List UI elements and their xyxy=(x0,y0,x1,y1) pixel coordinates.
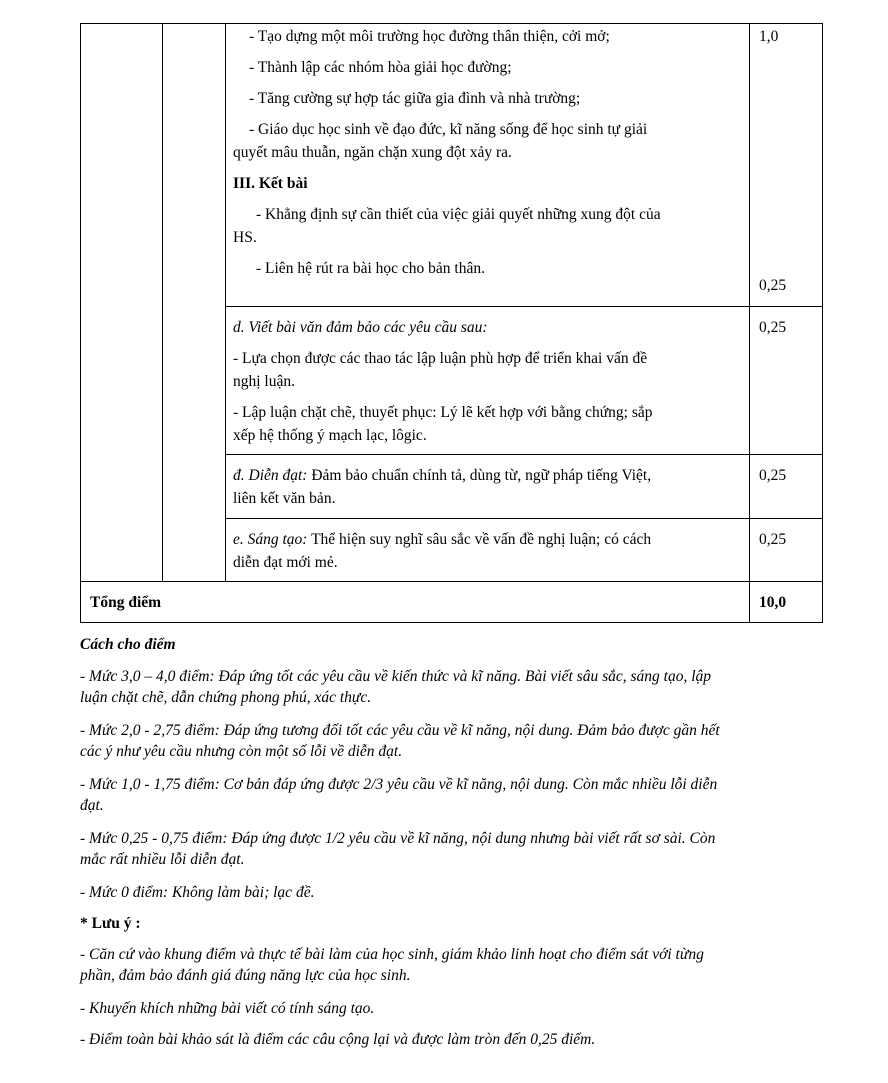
table-rule xyxy=(225,518,823,519)
note-line: phần, đảm bảo đánh giá đúng năng lực của học sinh. xyxy=(80,967,411,984)
criterion-line xyxy=(233,529,651,550)
total-label: Tổng điểm xyxy=(90,594,162,611)
score-cell: 0,25 xyxy=(759,277,787,294)
table-border-top xyxy=(80,23,823,24)
score-cell: 0,25 xyxy=(759,531,787,548)
criterion-label: đ. Diễn đạt: xyxy=(233,467,308,484)
content-line: - Thành lập các nhóm hòa giải học đường; xyxy=(249,59,512,76)
table-rule xyxy=(749,23,750,623)
content-line: liên kết văn bản. xyxy=(233,490,336,507)
table-rule xyxy=(162,23,163,581)
content-line: - Lựa chọn được các thao tác lập luận phù hợp để triển khai vấn đề xyxy=(233,350,648,367)
table-border-left xyxy=(80,23,81,623)
note-line: - Căn cứ vào khung điểm và thực tế bài làm của học sinh, giám khảo linh hoạt cho điểm sát với từng xyxy=(80,946,704,963)
table-rule xyxy=(225,23,226,581)
criterion-text: Thể hiện suy nghĩ sâu sắc về vấn đề nghị luận; có cách xyxy=(307,531,652,548)
note-line: mắc rất nhiều lỗi diễn đạt. xyxy=(80,851,245,868)
content-line: - Tăng cường sự hợp tác giữa gia đình và nhà trường; xyxy=(249,90,581,107)
score-cell: 0,25 xyxy=(759,319,787,336)
content-line: - Khẳng định sự cần thiết của việc giải quyết những xung đột của xyxy=(256,206,661,223)
note-line: - Mức 1,0 - 1,75 điểm: Cơ bản đáp ứng được 2/3 yêu cầu về kĩ năng, nội dung. Còn mắc nhiều lỗi diễn xyxy=(80,776,718,793)
table-rule xyxy=(225,454,823,455)
content-line: - Tạo dựng một môi trường học đường thân thiện, cởi mở; xyxy=(249,28,610,45)
criterion-text: Đảm bảo chuẩn chính tả, dùng từ, ngữ pháp tiếng Việt, xyxy=(307,467,652,484)
note-line: luận chặt chẽ, dẫn chứng phong phú, xác thực. xyxy=(80,689,372,706)
content-line: HS. xyxy=(233,229,257,246)
table-border-right xyxy=(822,23,823,623)
total-score: 10,0 xyxy=(759,594,787,611)
criterion-title: d. Viết bài văn đảm bảo các yêu cầu sau: xyxy=(233,319,488,336)
table-border-bottom xyxy=(80,622,823,623)
notes-heading: Cách cho điểm xyxy=(80,636,176,653)
score-cell: 1,0 xyxy=(759,28,779,45)
content-line: nghị luận. xyxy=(233,373,295,390)
table-rule xyxy=(80,581,823,582)
note-line: đạt. xyxy=(80,797,104,814)
note-line: - Mức 0 điểm: Không làm bài; lạc đề. xyxy=(80,884,315,901)
table-rule xyxy=(225,306,823,307)
criterion-label: e. Sáng tạo: xyxy=(233,531,308,548)
content-line: diễn đạt mới mẻ. xyxy=(233,554,338,571)
remark-heading: * Lưu ý : xyxy=(80,915,141,932)
content-line: - Liên hệ rút ra bài học cho bản thân. xyxy=(256,260,485,277)
content-line: - Lập luận chặt chẽ, thuyết phục: Lý lẽ kết hợp với bằng chứng; sắp xyxy=(233,404,653,421)
note-line: các ý như yêu cầu nhưng còn một số lỗi về diễn đạt. xyxy=(80,743,403,760)
content-line: quyết mâu thuẫn, ngăn chặn xung đột xảy ra. xyxy=(233,144,512,161)
note-line: - Mức 2,0 - 2,75 điểm: Đáp ứng tương đối tốt các yêu cầu về kĩ năng, nội dung. Đảm bảo được gần hết xyxy=(80,722,720,739)
note-line: - Khuyến khích những bài viết có tính sáng tạo. xyxy=(80,1000,375,1017)
note-line: - Điểm toàn bài khảo sát là điểm các câu cộng lại và được làm tròn đến 0,25 điểm. xyxy=(80,1031,596,1048)
criterion-line xyxy=(233,465,651,486)
score-cell: 0,25 xyxy=(759,467,787,484)
note-line: - Mức 0,25 - 0,75 điểm: Đáp ứng được 1/2 yêu cầu về kĩ năng, nội dung nhưng bài viết rất sơ sài. Còn xyxy=(80,830,716,847)
content-line: xếp hệ thống ý mạch lạc, lôgic. xyxy=(233,427,427,444)
note-line: - Mức 3,0 – 4,0 điểm: Đáp ứng tốt các yêu cầu về kiến thức và kĩ năng. Bài viết sâu sắc, sáng tạo, lập xyxy=(80,668,711,685)
content-line: - Giáo dục học sinh về đạo đức, kĩ năng sống để học sinh tự giải xyxy=(249,121,648,138)
section-heading: III. Kết bài xyxy=(233,175,308,192)
